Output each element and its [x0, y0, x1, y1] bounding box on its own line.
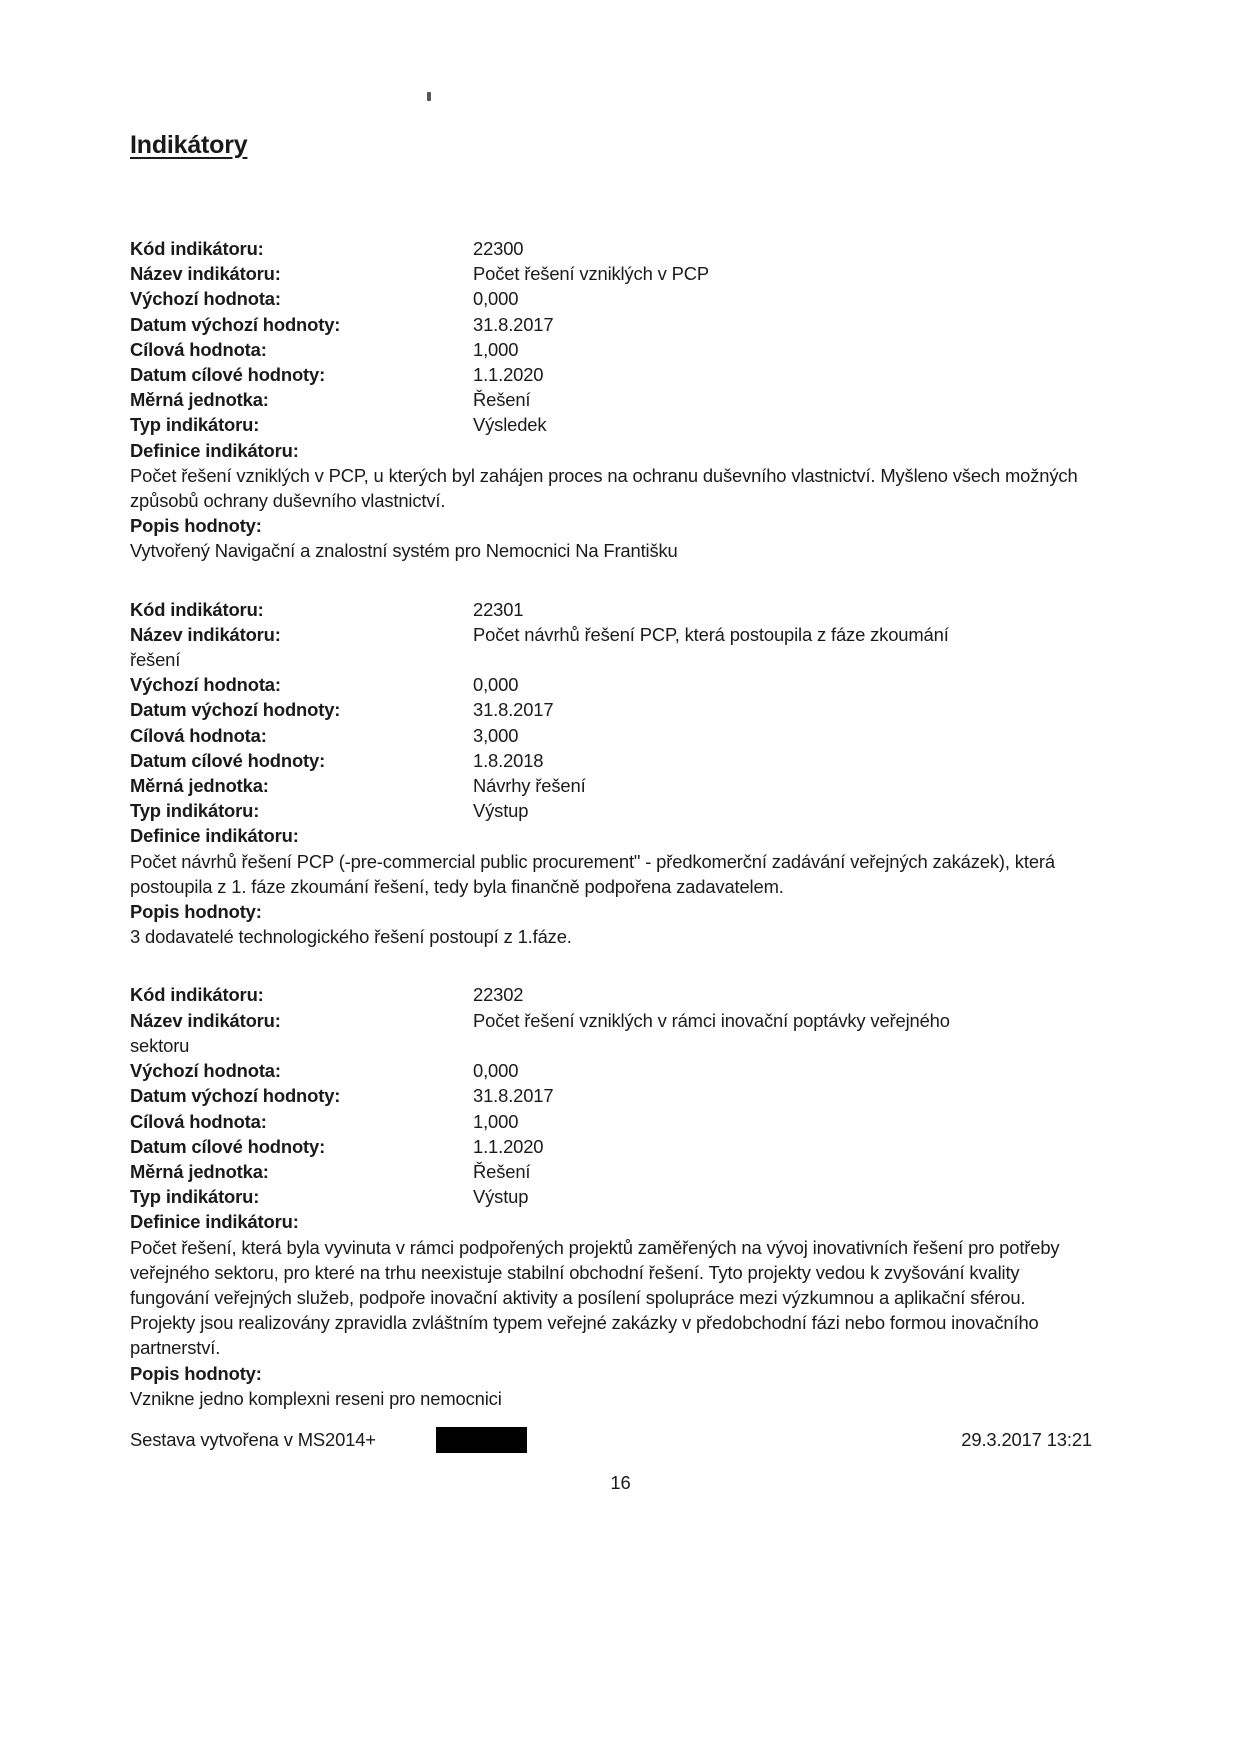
- field-label-target-value: Cílová hodnota:: [130, 724, 267, 746]
- field-label-target-date: Datum cílové hodnoty:: [130, 364, 326, 386]
- section-label-value-description: Popis hodnoty:: [130, 1362, 262, 1384]
- field-row-baseline-value: [130, 672, 1090, 697]
- page-footer: [130, 1427, 1092, 1453]
- field-value-target-date: 1.1.2020: [473, 364, 544, 386]
- section-label-definition: Definice indikátoru:: [130, 825, 299, 847]
- field-label-name: Název indikátoru:: [130, 1009, 281, 1031]
- field-row-target-value: [130, 723, 1090, 748]
- value-description-text: 3 dodavatelé technologického řešení postoupí z 1.fáze.: [130, 926, 572, 948]
- field-label-code: Kód indikátoru:: [130, 238, 264, 259]
- field-row-baseline-date: [130, 697, 1090, 722]
- footer-timestamp: 29.3.2017 13:21: [961, 1429, 1092, 1450]
- field-value-name: Počet návrhů řešení PCP, která postoupila z fáze zkoumání: [473, 623, 949, 645]
- page-number: 16: [610, 1472, 631, 1493]
- field-label-code: Kód indikátoru:: [130, 984, 264, 1006]
- field-value-baseline-value: 0,000: [473, 674, 519, 696]
- field-value-type: Výstup: [473, 1186, 529, 1208]
- field-value-code: 22300: [473, 238, 524, 259]
- field-label-name: Název indikátoru:: [130, 623, 281, 645]
- field-value-baseline-date: 31.8.2017: [473, 313, 554, 335]
- field-row-target-date: [130, 748, 1090, 773]
- field-value-target-value: 1,000: [473, 1110, 519, 1132]
- field-label-unit: Měrná jednotka:: [130, 1160, 269, 1182]
- field-row-baseline-value: [130, 286, 1090, 311]
- field-label-name: Název indikátoru:: [130, 263, 281, 285]
- footer-created-in: Sestava vytvořena v MS2014+: [130, 1429, 376, 1450]
- indicator-list: [130, 236, 1090, 1411]
- field-value-baseline-value: 0,000: [473, 1060, 519, 1082]
- field-row-baseline-date: [130, 312, 1090, 337]
- field-label-code: Kód indikátoru:: [130, 598, 264, 620]
- field-row-target-value: [130, 337, 1090, 362]
- field-value-name: Počet řešení vzniklých v rámci inovační poptávky veřejného: [473, 1009, 950, 1031]
- field-row-name: [130, 622, 1090, 647]
- field-value-target-date: 1.8.2018: [473, 749, 544, 771]
- field-row-name: [130, 261, 1090, 286]
- field-row-type: [130, 1184, 1090, 1209]
- field-row-unit: [130, 1159, 1090, 1184]
- field-label-baseline-value: Výchozí hodnota:: [130, 674, 281, 696]
- field-row-target-date: [130, 362, 1090, 387]
- page-content: [130, 130, 1090, 1411]
- field-row-type: [130, 412, 1090, 437]
- field-value-type: Výsledek: [473, 414, 547, 436]
- value-description-text: Vytvořený Navigační a znalostní systém pro Nemocnici Na Františku: [130, 540, 678, 562]
- field-label-type: Typ indikátoru:: [130, 800, 260, 822]
- field-value-unit: Řešení: [473, 1160, 531, 1182]
- field-value-name-continuation: sektoru: [130, 1034, 190, 1056]
- indicator-block: [130, 597, 1090, 950]
- field-row-name: [130, 1008, 1090, 1033]
- page-title: Indikátory: [130, 131, 248, 159]
- field-value-type: Výstup: [473, 800, 529, 822]
- field-value-unit: Řešení: [473, 389, 531, 411]
- definition-text: Počet řešení, která byla vyvinuta v rámci podpořených projektů zaměřených na vývoj inovativních řešení pro potřeby veřejného sektoru, pro které na trhu neexistuje stabilní obchodní řešení. Tyto projekty vedou k zvyšování kvality fungování veřejných služeb, podpoře inovační aktivity a posílení spolupráce mezi výzkumnou a aplikační sférou. Projekty jsou realizovány zpravidla zvláštním typem veřejné zakázky v předobchodní fázi nebo formou inovačního partnerství.: [130, 1236, 1060, 1359]
- field-value-code: 22301: [473, 598, 524, 620]
- field-label-baseline-value: Výchozí hodnota:: [130, 1060, 281, 1082]
- field-value-name-continuation: řešení: [130, 649, 181, 671]
- field-row-baseline-value: [130, 1058, 1090, 1083]
- field-label-baseline-value: Výchozí hodnota:: [130, 288, 281, 310]
- footer-redaction-bar: [436, 1427, 527, 1453]
- field-value-target-date: 1.1.2020: [473, 1135, 544, 1157]
- field-value-baseline-date: 31.8.2017: [473, 699, 554, 721]
- field-label-target-date: Datum cílové hodnoty:: [130, 1135, 326, 1157]
- field-value-baseline-value: 0,000: [473, 288, 519, 310]
- field-value-baseline-date: 31.8.2017: [473, 1085, 554, 1107]
- definition-text: Počet řešení vzniklých v PCP, u kterých byl zahájen proces na ochranu duševního vlastnictví. Myšleno všech možných způsobů ochrany duševního vlastnictví.: [130, 464, 1078, 512]
- field-label-type: Typ indikátoru:: [130, 414, 260, 436]
- section-label-value-description: Popis hodnoty:: [130, 515, 262, 537]
- scan-speck: [427, 92, 431, 101]
- field-row-type: [130, 798, 1090, 823]
- field-row-unit: [130, 387, 1090, 412]
- field-row-code: [130, 597, 1090, 622]
- section-label-definition: Definice indikátoru:: [130, 439, 299, 461]
- field-row-code: [130, 236, 1090, 261]
- field-value-code: 22302: [473, 984, 524, 1006]
- field-label-target-value: Cílová hodnota:: [130, 1110, 267, 1132]
- field-label-type: Typ indikátoru:: [130, 1186, 260, 1208]
- field-label-target-date: Datum cílové hodnoty:: [130, 749, 326, 771]
- field-label-baseline-date: Datum výchozí hodnoty:: [130, 313, 341, 335]
- indicator-block: [130, 236, 1090, 564]
- field-label-baseline-date: Datum výchozí hodnoty:: [130, 1085, 341, 1107]
- field-row-baseline-date: [130, 1083, 1090, 1108]
- field-label-target-value: Cílová hodnota:: [130, 338, 267, 360]
- field-label-unit: Měrná jednotka:: [130, 775, 269, 797]
- field-row-target-date: [130, 1134, 1090, 1159]
- indicator-block: [130, 982, 1090, 1410]
- field-row-unit: [130, 773, 1090, 798]
- field-label-unit: Měrná jednotka:: [130, 389, 269, 411]
- section-label-definition: Definice indikátoru:: [130, 1211, 299, 1233]
- field-value-name: Počet řešení vzniklých v PCP: [473, 263, 709, 285]
- value-description-text: Vznikne jedno komplexni reseni pro nemocnici: [130, 1387, 502, 1409]
- field-value-target-value: 1,000: [473, 338, 519, 360]
- field-label-baseline-date: Datum výchozí hodnoty:: [130, 699, 341, 721]
- field-row-target-value: [130, 1109, 1090, 1134]
- field-value-unit: Návrhy řešení: [473, 775, 586, 797]
- section-label-value-description: Popis hodnoty:: [130, 901, 262, 923]
- field-value-target-value: 3,000: [473, 724, 519, 746]
- definition-text: Počet návrhů řešení PCP (-pre-commercial public procurement" - předkomerční zadávání veřejných zakázek), která postoupila z 1. fáze zkoumání řešení, tedy byla finančně podpořena zadavatelem.: [130, 850, 1055, 897]
- field-row-code: [130, 982, 1090, 1007]
